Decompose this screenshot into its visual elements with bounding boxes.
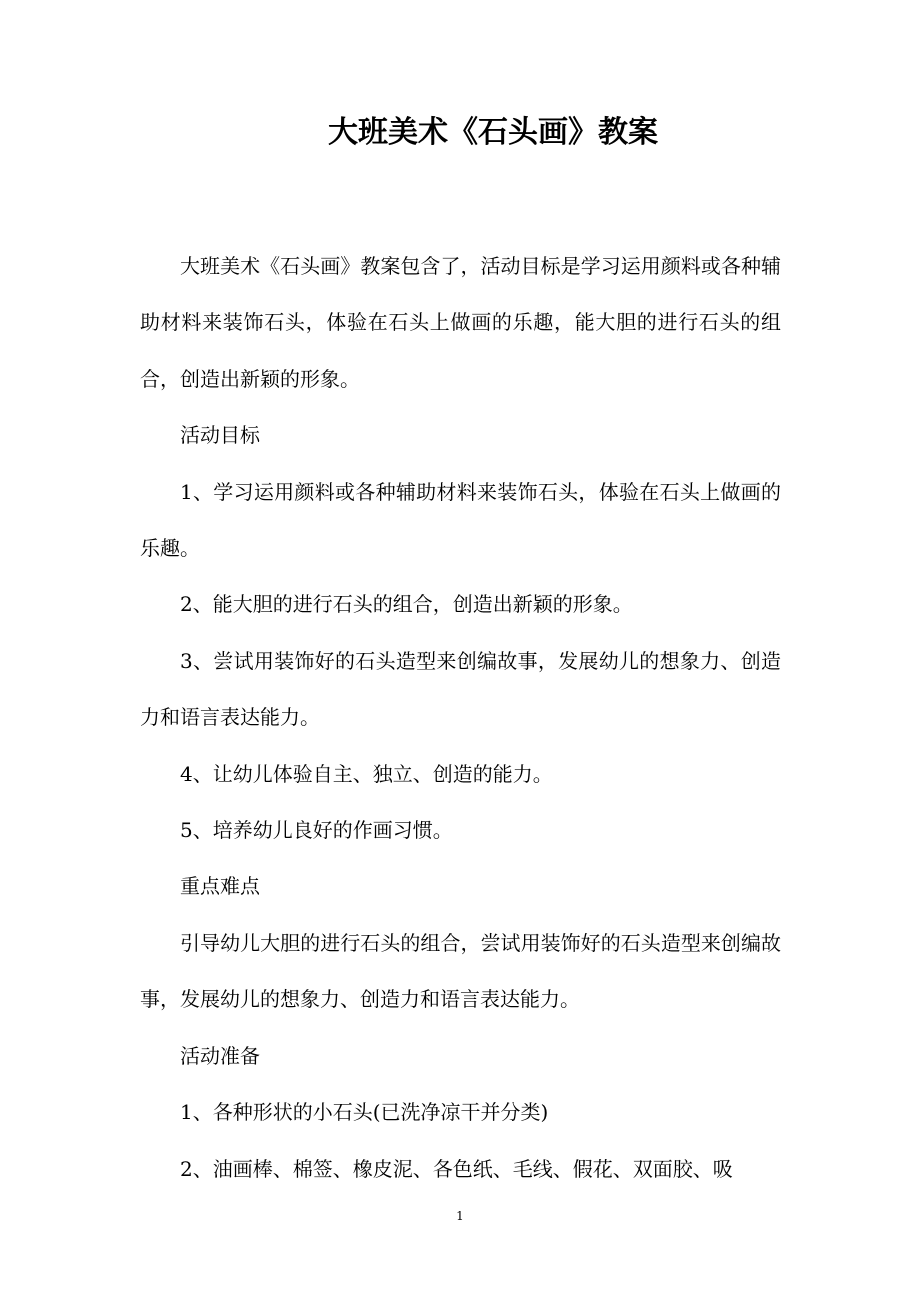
- document-body: [140, 238, 781, 1197]
- goal-item-5: 5、培养幼儿良好的作画习惯。: [180, 818, 453, 843]
- section-heading-goals: 活动目标: [180, 423, 260, 448]
- preparation-item-2: 2、油画棒、棉签、橡皮泥、各色纸、毛线、假花、双面胶、吸: [180, 1156, 733, 1181]
- section-heading-key-points: 重点难点: [180, 874, 260, 899]
- document-title: 大班美术《石头画》教案: [328, 115, 658, 150]
- key-points-paragraph: 引导幼儿大胆的进行石头的组合，尝试用装饰好的石头造型来创编故事，发展幼儿的想象力、创造力和语言表达能力。: [140, 930, 781, 1012]
- goal-item-3: 3、尝试用装饰好的石头造型来创编故事，发展幼儿的想象力、创造力和语言表达能力。: [140, 648, 781, 730]
- goal-item-2: 2、能大胆的进行石头的组合，创造出新颖的形象。: [180, 592, 633, 617]
- page-number: 1: [456, 1209, 464, 1223]
- goal-item-1: 1、学习运用颜料或各种辅助材料来装饰石头，体验在石头上做画的乐趣。: [140, 479, 781, 561]
- goal-item-4: 4、让幼儿体验自主、独立、创造的能力。: [180, 761, 553, 786]
- intro-paragraph: 大班美术《石头画》教案包含了，活动目标是学习运用颜料或各种辅助材料来装饰石头，体验在石头上做画的乐趣，能大胆的进行石头的组合，创造出新颖的形象。: [140, 254, 781, 391]
- preparation-item-1: 1、各种形状的小石头(已洗净凉干并分类): [180, 1100, 549, 1125]
- section-heading-preparation: 活动准备: [180, 1043, 260, 1068]
